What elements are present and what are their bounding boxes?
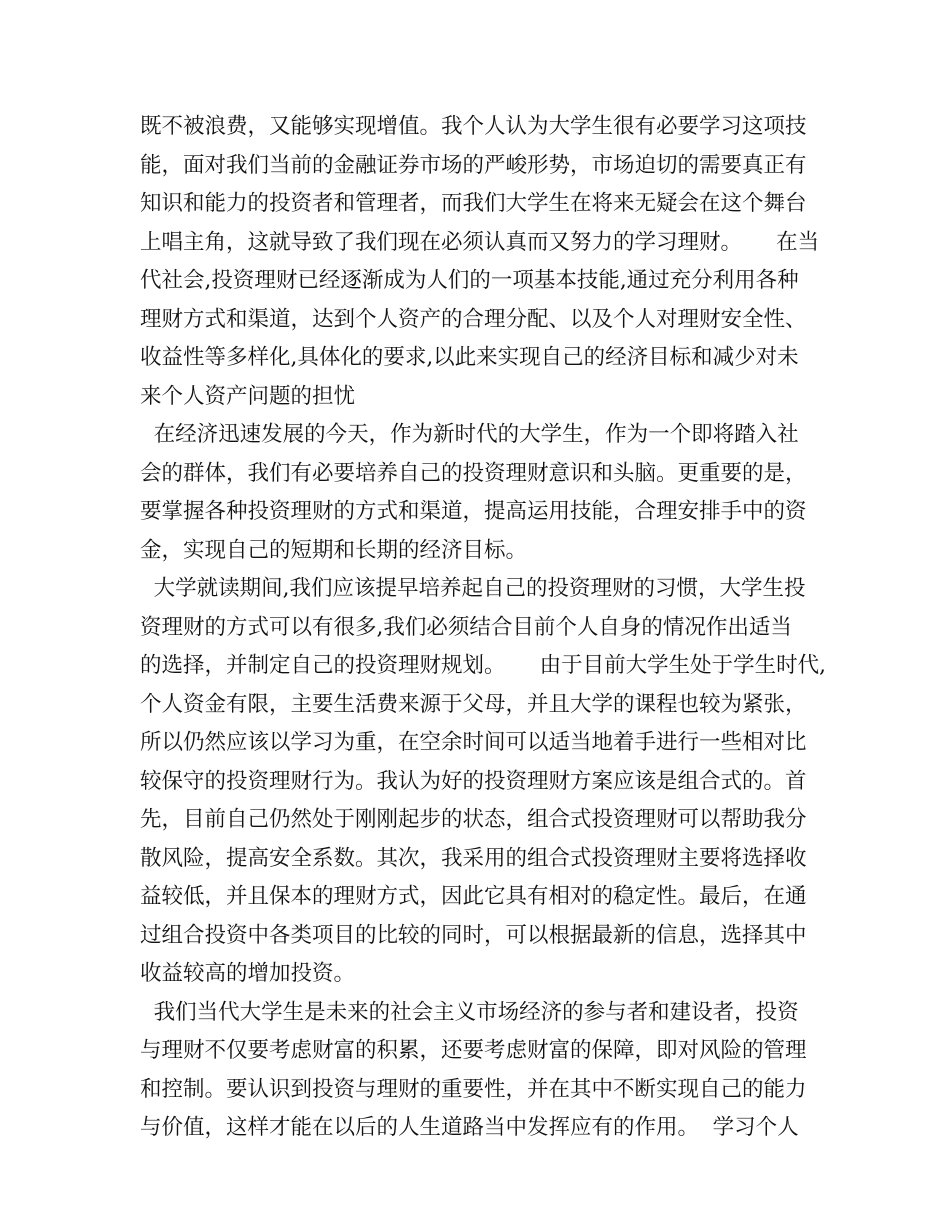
text-line: 资理财的方式可以有很多,我们必须结合目前个人自身的情况作出适当 [140,614,792,640]
text-line: 收益较高的增加投资。 [140,961,356,986]
text-line: 与理财不仅要考虑财富的积累，还要考虑财富的保障，即对风险的管理 [140,1038,807,1063]
text-line: 理财方式和渠道，达到个人资产的合理分配、以及个人对理财安全性、 [140,306,807,332]
text-line: 大学就读期间,我们应该提早培养起自己的投资理财的习惯，大学生投 [140,576,806,601]
paragraph [140,570,827,994]
text-line: 知识和能力的投资者和管理者，而我们大学生在将来无疑会在这个舞台 [140,191,807,216]
text-line: 上唱主角，这就导致了我们现在必须认真而又努力的学习理财。 在当 [140,229,820,255]
text-line: 与价值，这样才能在以后的人生道路当中发挥应有的作用。 学习个人 [140,1115,799,1140]
text-line: 和控制。要认识到投资与理财的重要性，并在其中不断实现自己的能力 [140,1076,807,1102]
text-line: 会的群体，我们有必要培养自己的投资理财意识和头脑。更重要的是， [140,460,807,486]
text-line: 在经济迅速发展的今天，作为新时代的大学生，作为一个即将踏入社 [140,422,799,447]
text-line: 益较低，并且保本的理财方式，因此它具有相对的稳定性。最后，在通 [140,884,807,909]
text-line: 个人资金有限，主要生活费来源于父母，并且大学的课程也较为紧张， [140,691,807,717]
text-line: 代社会,投资理财已经逐渐成为人们的一项基本技能,通过充分利用各种 [140,268,799,293]
text-line: 我们当代大学生是未来的社会主义市场经济的参与者和建设者，投资 [140,999,799,1025]
text-line: 较保守的投资理财行为。我认为好的投资理财方案应该是组合式的。首 [140,768,807,794]
paragraph [140,994,820,1148]
text-line: 所以仍然应该以学习为重，在空余时间可以适当地着手进行一些相对比 [140,730,807,755]
text-line: 金，实现自己的短期和长期的经济目标。 [140,537,528,563]
text-line: 收益性等多样化,具体化的要求,以此来实现自己的经济目标和减少对未 [140,345,799,370]
paragraph [140,108,820,416]
text-line: 的选择，并制定自己的投资理财规划。 由于目前大学生处于学生时代, [140,653,827,678]
text-line: 散风险，提高安全系数。其次，我采用的组合式投资理财主要将选择收 [140,845,807,871]
text-line: 要掌握各种投资理财的方式和渠道，提高运用技能，合理安排手中的资 [140,499,807,524]
text-line: 过组合投资中各类项目的比较的同时，可以根据最新的信息，选择其中 [140,922,807,948]
document-body [140,108,827,1148]
text-line: 能，面对我们当前的金融证券市场的严峻形势，市场迫切的需要真正有 [140,152,807,178]
text-line: 来个人资产问题的担忧 [140,383,356,409]
text-line: 先，目前自己仍然处于刚刚起步的状态，组合式投资理财可以帮助我分 [140,807,807,832]
text-line: 既不被浪费，又能够实现增值。我个人认为大学生很有必要学习这项技 [140,114,807,139]
paragraph [140,416,820,570]
